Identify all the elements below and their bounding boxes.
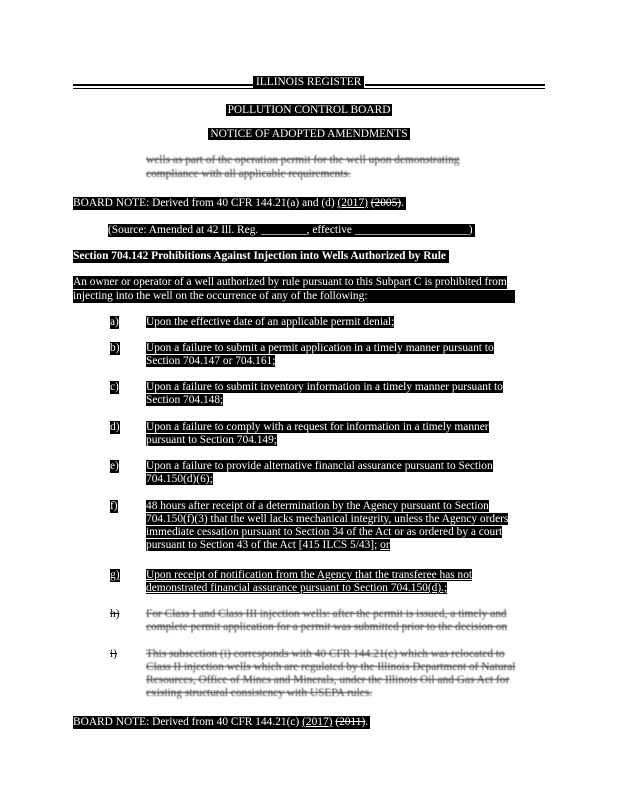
register-title: ILLINOIS REGISTER — [253, 76, 364, 89]
item-b: Upon a failure to submit a permit application in a timely manner pursuant to Section 704.147 or 704.161; — [146, 342, 494, 367]
item-d-letter: d) — [110, 421, 120, 433]
board-note-2-end: . — [365, 716, 369, 728]
item-h: For Class I and Class III injection wells: after the permit is issued, a timely and complete permit application for a permit was submitted prior to the decision on — [146, 608, 508, 633]
item-e-letter: e) — [110, 460, 119, 472]
faded-intro-line-1: wells as part of the operation permit for the well upon demonstrating — [146, 154, 460, 166]
item-c-letter: c) — [110, 381, 119, 393]
item-g-tail: .; — [441, 582, 448, 594]
section-intro-line-1: An owner or operator of a well authorized by rule pursuant to this Subpart C is prohibited from — [73, 276, 507, 288]
header-rule-full — [73, 88, 545, 89]
board-note-1-end: . — [401, 197, 404, 209]
item-a-letter: a) — [110, 316, 119, 328]
board-note-1-year-old: (2005) — [370, 197, 402, 209]
source-line: (Source: Amended at 42 Ill. Reg. ________, effective ____________________) — [108, 224, 473, 236]
item-h-letter: h) — [110, 608, 120, 620]
board-note-2-text: Derived from 40 CFR 144.21(c) — [149, 716, 303, 728]
board-note-2-year-old: (2011) — [335, 716, 366, 728]
item-g: Upon receipt of notification from the Agency that the transferee has not demonstrated financial assurance pursuant to Section 704.150(d).; — [146, 569, 473, 594]
item-c: Upon a failure to submit inventory information in a timely manner pursuant to Section 704.148; — [146, 381, 503, 406]
board-name: POLLUTION CONTROL BOARD — [227, 104, 391, 116]
item-d: Upon a failure to comply with a request for information in a timely manner pursuant to Section 704.149; — [146, 421, 489, 446]
section-title: Section 704.142 Prohibitions Against Injection into Wells Authorized by Rule — [73, 250, 449, 263]
notice-title: NOTICE OF ADOPTED AMENDMENTS — [210, 128, 408, 140]
item-f-letter: f) — [110, 500, 118, 512]
item-f: 48 hours after receipt of a determination by the Agency pursuant to Section 704.150(f)(3) that the well lacks mechanical integrity, unless the Agency orders immediate cessation pursuant to Section 34 of the Act or as ordered by a court pursuant to Section 43 of the Act [415 ILCS 5/43]; or — [146, 500, 509, 551]
board-note-1-year-new: (2017) — [337, 197, 368, 209]
item-f-or: or — [380, 539, 390, 551]
item-i-letter: i) — [110, 648, 117, 660]
board-note-1 — [73, 197, 406, 210]
faded-intro-line-2: compliance with all applicable requirements. — [146, 168, 351, 180]
board-note-2-label: BOARD NOTE: — [73, 716, 150, 728]
item-a: Upon the effective date of an applicable permit denial; — [146, 316, 395, 328]
board-note-1-label: BOARD NOTE: — [73, 197, 150, 209]
item-e: Upon a failure to provide alternative financial assurance pursuant to Section 704.150(d)(6); — [146, 460, 493, 485]
section-intro-line-2: injecting into the well on the occurrence of any of the following: — [73, 290, 515, 303]
item-g-letter: g) — [110, 569, 120, 581]
board-note-2 — [73, 716, 370, 729]
board-note-2-year-new: (2017) — [302, 716, 333, 728]
item-i: This subsection (i) corresponds with 40 CFR 144.21(c) which was relocated to Class II injection wells which are regulated by the Illinois Department of Natural Resources, Office of Mines and Minerals, under the Illinois Oil and Gas Act for existing structural consistency with USEPA rules. — [146, 648, 516, 699]
header-rule-right — [365, 84, 545, 86]
header-rule-left — [73, 84, 253, 86]
board-note-1-text: Derived from 40 CFR 144.21(a) and (d) — [149, 197, 338, 209]
item-b-letter: b) — [110, 342, 120, 354]
